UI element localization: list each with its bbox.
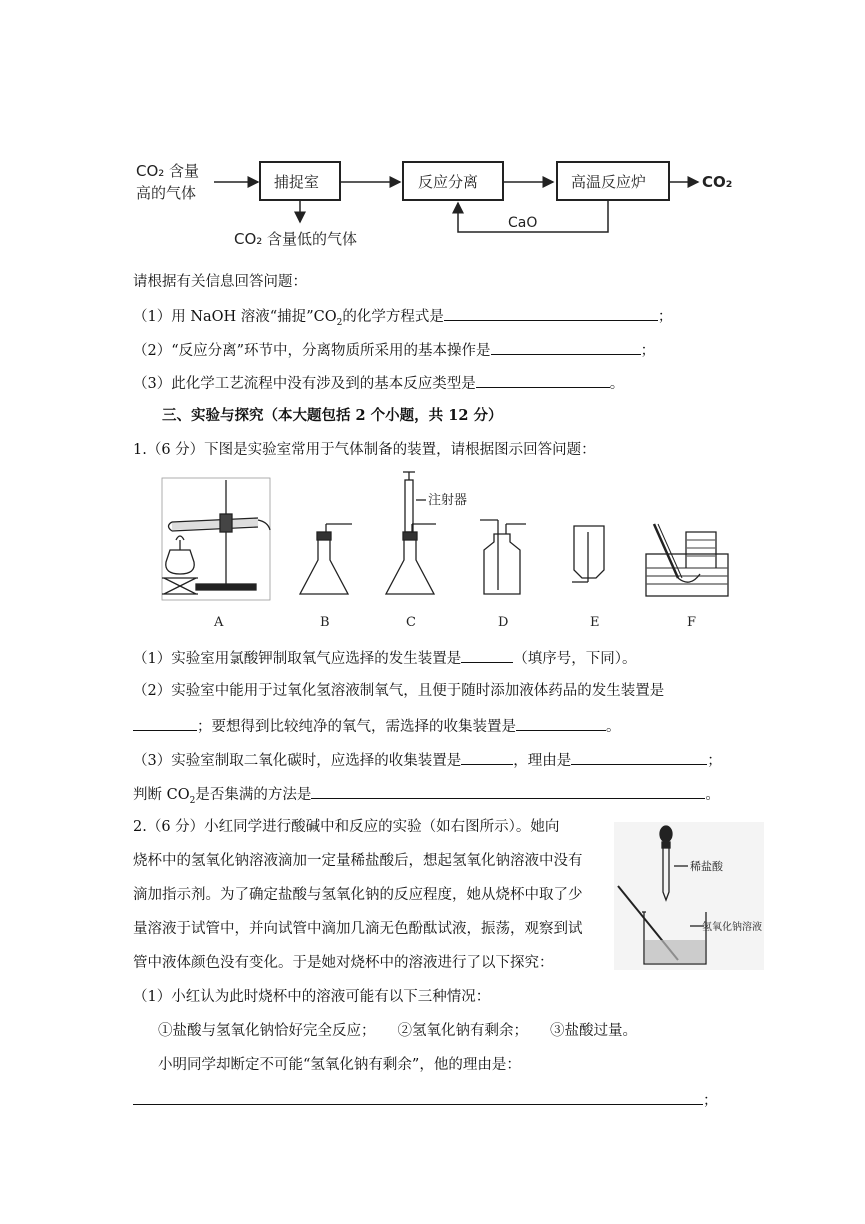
dilute-hcl-label: 稀盐酸 xyxy=(690,860,723,873)
label-b: B xyxy=(320,615,330,630)
exp2-line-1: 2.（6 分）小红同学进行酸碱中和反应的实验（如右图所示）。她向 xyxy=(133,819,560,835)
exp2-q1: （1）小红认为此时烧杯中的溶液可能有以下三种情况： xyxy=(133,989,491,1005)
exp1-p3-line2: 判断 $CO_2$是否集满的方法是 。 xyxy=(133,784,720,804)
label-d: D xyxy=(498,615,509,630)
flow-input-line1: CO₂ 含量 xyxy=(136,162,200,180)
apparatus-c-icon xyxy=(386,472,436,594)
process-flow-diagram xyxy=(130,140,750,255)
exp1-p3-blank2[interactable] xyxy=(571,750,707,765)
exp2-reason-blank[interactable] xyxy=(133,1090,703,1105)
exp2-ming-text: 小明同学却断定不可能“氢氧化钠有剩余”，他的理由是： xyxy=(158,1057,521,1073)
flow-cao: CaO xyxy=(508,215,538,231)
exp2-line-5: 管中液体颜色没有变化。于是她对烧杯中的溶液进行了以下探究： xyxy=(133,955,554,971)
q2-answer-blank[interactable] xyxy=(491,340,641,355)
furnace-label: 高温反应炉 xyxy=(571,173,647,191)
exp1-p2-blank1[interactable] xyxy=(133,716,197,731)
flow-low-gas: CO₂ 含量低的气体 xyxy=(234,230,358,248)
apparatus-d-icon xyxy=(480,520,526,594)
exp2-line-3: 滴加指示剂。为了确定盐酸与氢氧化钠的反应程度，她从烧杯中取了少 xyxy=(133,887,583,903)
naoh-solution-label: 氢氧化钠溶液 xyxy=(702,922,762,933)
exp1-p1-blank[interactable] xyxy=(461,648,513,663)
q3-answer-blank[interactable] xyxy=(476,373,610,388)
q3-line: （3）此化学工艺流程中没有涉及到的基本反应类型是 。 xyxy=(133,373,624,393)
section-3-heading: 三、实验与探究（本大题包括 2 个小题，共 12 分） xyxy=(162,407,503,424)
flow-output: CO₂ xyxy=(702,173,733,191)
exp2-options: ①盐酸与氢氧化钠恰好完全反应； ②氢氧化钠有剩余； ③盐酸过量。 xyxy=(158,1023,637,1039)
label-c: C xyxy=(406,615,416,630)
intro-text: 请根据有关信息回答问题： xyxy=(133,274,307,290)
exp1-p3-line1: （3）实验室制取二氧化碳时，应选择的收集装置是 ，理由是 ； xyxy=(133,750,722,770)
exp1-p2-line1: （2）实验室中能用于过氧化氢溶液制氧气，且便于随时添加液体药品的发生装置是 xyxy=(133,683,665,699)
label-e: E xyxy=(590,615,600,630)
reaction-separation-label: 反应分离 xyxy=(418,173,479,191)
label-a: A xyxy=(214,615,224,630)
apparatus-e-icon xyxy=(572,526,604,582)
titration-figure xyxy=(614,822,764,970)
capture-room-label: 捕捉室 xyxy=(274,173,320,191)
flow-input-line2: 高的气体 xyxy=(136,184,197,202)
apparatus-a-icon xyxy=(162,478,270,600)
q1-line: （1）用 NaOH 溶液“捕捉$”CO_2$的化学方程式是 ； xyxy=(133,306,672,326)
exp1-p3-blank1[interactable] xyxy=(461,750,513,765)
apparatus-figure xyxy=(150,470,730,635)
exp1-title: 1.（6 分）下图是实验室常用于气体制备的装置，请根据图示回答问题： xyxy=(133,442,596,458)
q1-answer-blank[interactable] xyxy=(444,306,658,321)
exp1-p3-blank3[interactable] xyxy=(311,784,705,799)
exp2-reason-line: ； xyxy=(133,1090,718,1110)
exp1-p2-blank2[interactable] xyxy=(516,716,606,731)
exp2-line-4: 量溶液于试管中，并向试管中滴加几滴无色酚酞试液，振荡，观察到试 xyxy=(133,921,583,937)
apparatus-b-icon xyxy=(300,524,352,594)
label-f: F xyxy=(687,615,697,630)
exp1-p1: （1）实验室用氯酸钾制取氧气应选择的发生装置是 （填序号，下同）。 xyxy=(133,648,636,668)
exp1-p2-line2: ；要想得到比较纯净的氧气，需选择的收集装置是 。 xyxy=(133,716,621,736)
apparatus-f-icon xyxy=(646,524,728,596)
q2-line: （2）“反应分离”环节中，分离物质所采用的基本操作是 ； xyxy=(133,340,655,360)
syringe-label: 注射器 xyxy=(428,493,468,508)
exp2-line-2: 烧杯中的氢氧化钠溶液滴加一定量稀盐酸后，想起氢氧化钠溶液中没有 xyxy=(133,853,583,869)
